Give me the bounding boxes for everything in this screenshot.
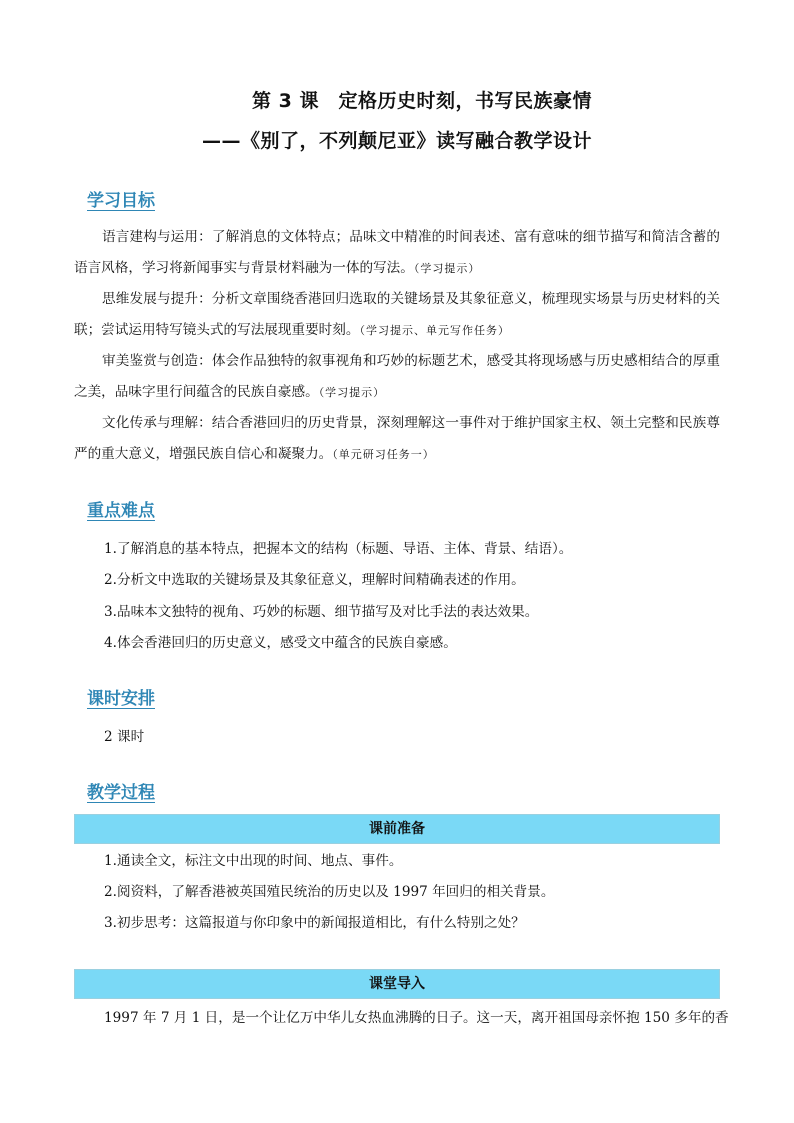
key-point-item: 2.分析文中选取的关键场景及其象征意义，理解时间精确表述的作用。 [104, 572, 525, 588]
objective-paragraph: 思维发展与提升：分析文章围绕香港回归选取的关键场景及其象征意义，梳理现实场景与历史材料的关联；尝试运用特写镜头式的写法展现重要时刻。（学习提示、单元写作任务） [74, 291, 720, 338]
objective-paragraph: 审美鉴赏与创造：体会作品独特的叙事视角和巧妙的标题艺术，感受其将现场感与历史感相结合的厚重之美，品味字里行间蕴含的民族自豪感。（学习提示） [74, 353, 720, 400]
objective-paragraph: 语言建构与运用：了解消息的文体特点；品味文中精准的时间表述、富有意味的细节描写和简洁含蓄的语言风格，学习将新闻事实与背景材料融为一体的写法。（学习提示） [74, 229, 720, 276]
lesson-subtitle: ——《别了，不列颠尼亚》读写融合教学设计 [201, 130, 592, 152]
key-point-item: 1.了解消息的基本特点，把握本文的结构（标题、导语、主体、背景、结语）。 [104, 541, 573, 557]
key-point-item: 3.品味本文独特的视角、巧妙的标题、细节描写及对比手法的表达效果。 [104, 604, 539, 620]
schedule-text: 2 课时 [104, 729, 145, 745]
process-heading: 教学过程 [87, 783, 155, 803]
prep-item: 3.初步思考：这篇报道与你印象中的新闻报道相比，有什么特别之处？ [104, 915, 525, 931]
lesson-title: 第 3 课 定格历史时刻，书写民族豪情 [252, 90, 592, 112]
prep-section-header: 课前准备 [74, 814, 720, 844]
intro-section-header: 课堂导入 [74, 969, 720, 999]
objectives-heading: 学习目标 [87, 191, 155, 211]
prep-item: 2.阅资料，了解香港被英国殖民统治的历史以及 1997 年回归的相关背景。 [104, 884, 555, 900]
schedule-heading: 课时安排 [87, 689, 155, 709]
prep-item: 1.通读全文，标注文中出现的时间、地点、事件。 [104, 853, 403, 869]
objective-paragraph: 文化传承与理解：结合香港回归的历史背景，深刻理解这一事件对于维护国家主权、领土完整和民族尊严的重大意义，增强民族自信心和凝聚力。（单元研习任务一） [74, 415, 720, 462]
intro-text: 1997 年 7 月 1 日，是一个让亿万中华儿女热血沸腾的日子。这一天，离开祖国母亲怀抱 150 多年的香 [104, 1010, 729, 1026]
key-points-heading: 重点难点 [87, 501, 155, 521]
key-point-item: 4.体会香港回归的历史意义，感受文中蕴含的民族自豪感。 [104, 635, 457, 651]
